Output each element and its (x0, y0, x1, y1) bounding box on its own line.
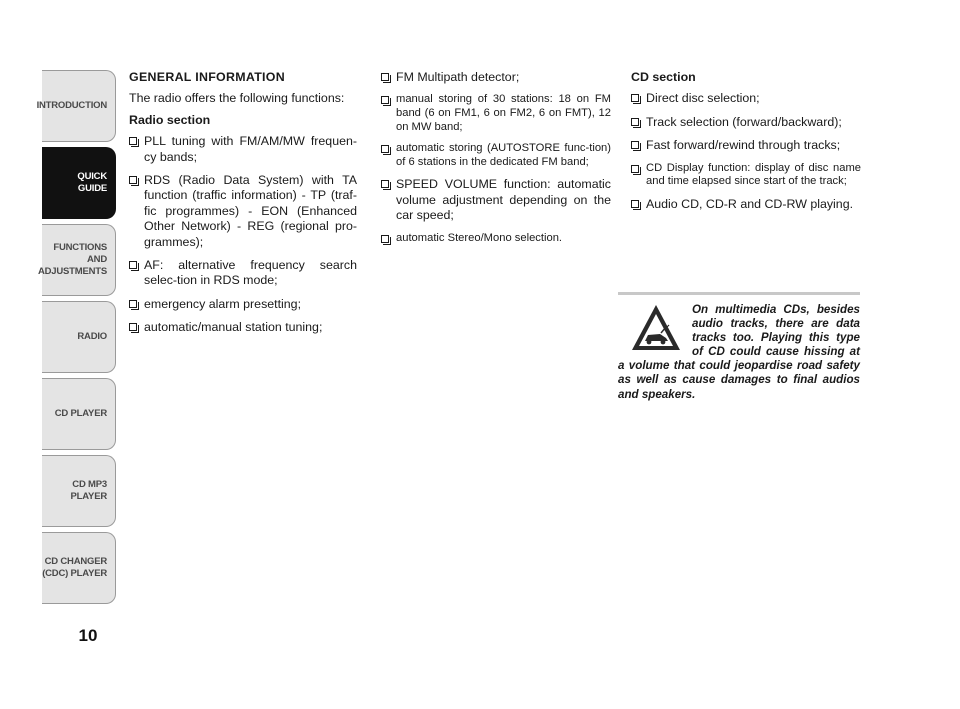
checkbox-bullet-icon (631, 118, 639, 126)
list-item-text: CD Display function: display of disc name and time elapsed since start of the track; (646, 161, 861, 188)
list-item (129, 134, 357, 165)
checkbox-bullet-icon (381, 145, 389, 153)
list-item-text: FM Multipath detector; (396, 70, 520, 84)
checkbox-bullet-icon (381, 96, 389, 104)
warning-note (618, 292, 860, 402)
radio-section-heading: Radio section (129, 112, 211, 127)
list-item (129, 258, 357, 289)
column-cd-section (631, 70, 861, 220)
list-item (631, 91, 861, 106)
list-item-text: automatic storing (AUTOSTORE func-tion) of 6 stations in the dedicated FM band; (396, 142, 611, 168)
tab-quick-guide[interactable] (42, 147, 116, 219)
list-item-text: manual storing of 30 stations: 18 on FM band (6 on FM1, 6 on FM2, 6 on FMT), 12 on MW band; (396, 93, 611, 133)
warning-text: On multimedia CDs, besides audio tracks, there are data tracks too. Playing this type of CD could cause hissing at a volume that could jeopardise road safety as well as cause damages to final audios and speakers. (618, 303, 860, 401)
tab-label: CD CHANGER (CDC) PLAYER (42, 556, 107, 579)
list-item (631, 197, 861, 212)
tab-label: CD MP3 PLAYER (70, 479, 107, 502)
tab-label: RADIO (77, 331, 107, 342)
list-item (631, 115, 861, 130)
section-heading: GENERAL INFORMATION (129, 70, 285, 84)
list-item (381, 70, 611, 85)
list-item-text: Fast forward/rewind through tracks; (646, 138, 841, 153)
tab-cd-player[interactable] (42, 378, 116, 450)
list-item (129, 320, 357, 335)
list-item-text: Audio CD, CD-R and CD-RW playing. (646, 196, 854, 211)
list-item-text: automatic/manual station tuning; (144, 320, 323, 335)
list-item (381, 232, 611, 246)
list-item (381, 177, 611, 223)
checkbox-bullet-icon (129, 323, 137, 331)
list-item (631, 138, 861, 153)
checkbox-bullet-icon (631, 94, 639, 102)
list-item-text: Direct disc selection; (646, 91, 760, 106)
tab-label: INTRODUCTION (36, 100, 107, 111)
cd-section-heading: CD section (631, 70, 696, 84)
checkbox-bullet-icon (631, 200, 639, 208)
checkbox-bullet-icon (631, 165, 639, 173)
list-item-text: SPEED VOLUME function: automatic volume adjustment depending on the car speed; (396, 177, 611, 223)
chapter-tabs (36, 70, 116, 609)
checkbox-bullet-icon (631, 141, 639, 149)
list-item-text: Track selection (forward/backward); (646, 114, 842, 129)
list-item (381, 142, 611, 169)
list-item (631, 162, 861, 189)
list-item-text: AF: alternative frequency search selec-tion in RDS mode; (144, 258, 357, 288)
checkbox-bullet-icon (381, 73, 389, 81)
tab-cd-changer-player[interactable] (42, 532, 116, 604)
tab-introduction[interactable] (36, 70, 116, 142)
list-item-text: automatic Stereo/Mono selection. (396, 231, 563, 244)
checkbox-bullet-icon (381, 235, 389, 243)
tab-radio[interactable] (42, 301, 116, 373)
checkbox-bullet-icon (381, 180, 389, 188)
list-item-text: PLL tuning with FM/AM/MW frequen-cy bands; (144, 134, 357, 164)
list-item (129, 297, 357, 312)
checkbox-bullet-icon (129, 300, 137, 308)
radio-features-list (129, 134, 357, 335)
cd-features-list (631, 91, 861, 212)
tab-label: FUNCTIONS AND ADJUSTMENTS (37, 242, 107, 277)
list-item-text: RDS (Radio Data System) with TA function (traffic information) - TP (traf-fic programmes) - EON (Enhanced Other Network) - REG (regional pro-grammes); (144, 173, 357, 249)
page-number: 10 (78, 626, 98, 645)
checkbox-bullet-icon (129, 261, 137, 269)
list-item-text: emergency alarm presetting; (144, 296, 302, 311)
tab-label: CD PLAYER (54, 408, 107, 419)
warning-triangle-car-icon (630, 303, 682, 353)
tab-functions-and-adjustments[interactable] (37, 224, 116, 296)
column-general-information (129, 70, 357, 344)
column-radio-features-continued (381, 70, 611, 253)
radio-features-list-continued (381, 70, 611, 245)
list-item (129, 173, 357, 250)
checkbox-bullet-icon (129, 137, 137, 145)
tab-cd-mp3-player[interactable] (42, 455, 116, 527)
tab-label: QUICK GUIDE (77, 171, 107, 194)
intro-text: The radio offers the following functions: (129, 91, 345, 106)
checkbox-bullet-icon (129, 176, 137, 184)
list-item (381, 93, 611, 134)
